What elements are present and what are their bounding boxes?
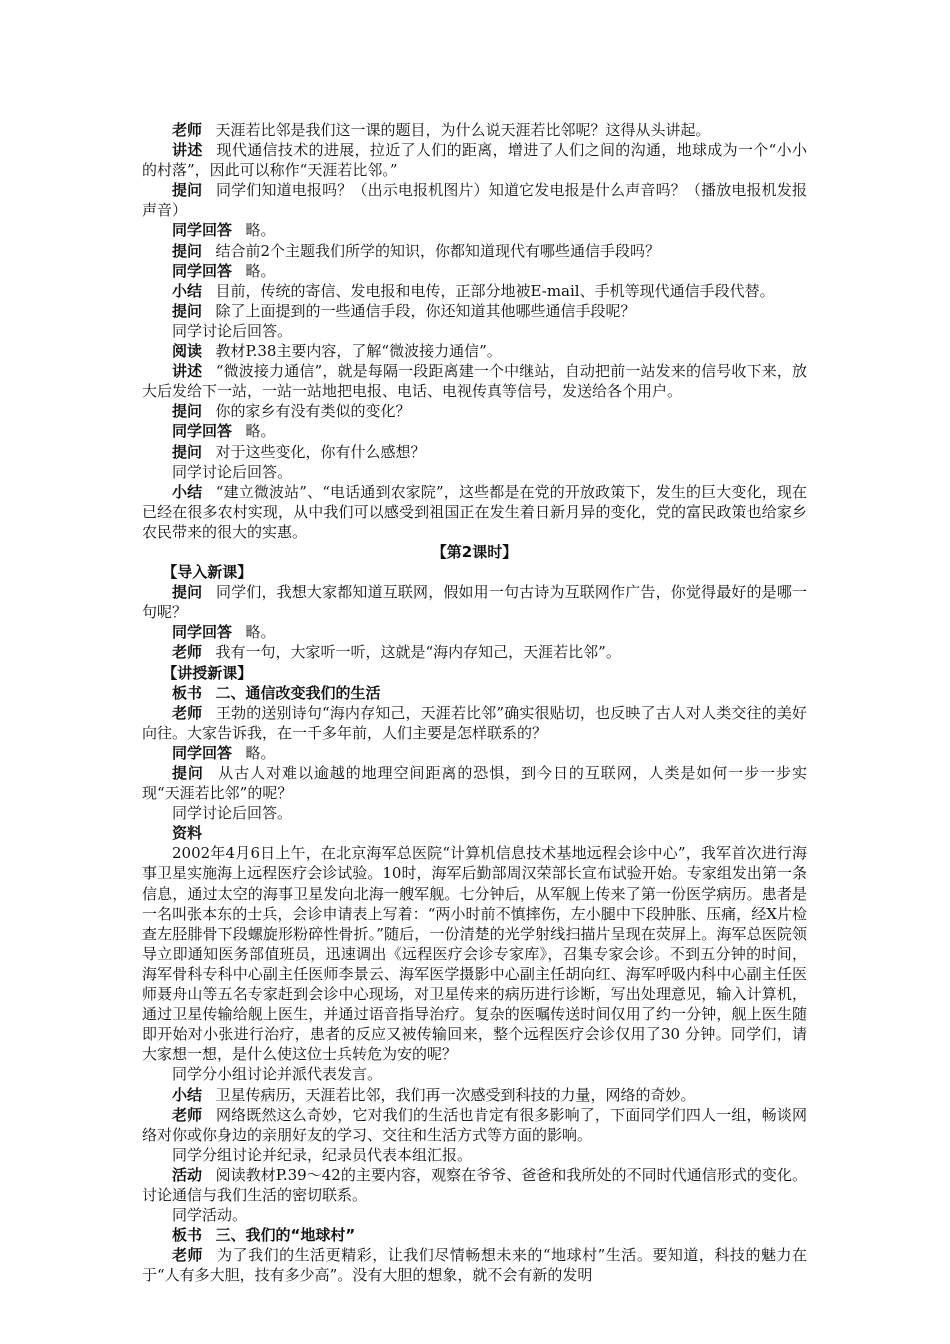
paragraph-text: 略。 <box>245 422 276 441</box>
paragraph-text: 同学活动。 <box>172 1206 248 1225</box>
paragraph-text: 略。 <box>245 743 276 762</box>
paragraph-text: 教材P.38主要内容，了解“微波接力通信”。 <box>215 342 502 361</box>
speaker-label: 讲述 <box>172 362 203 381</box>
paragraph-text: 同学讨论后回答。 <box>172 321 293 340</box>
paragraph-text: 同学们，我想大家都知道互联网，假如用一句古诗为互联网作广告，你觉得最好的是哪一句呢？ <box>142 583 807 622</box>
paragraph-text: “微波接力通信”，就是每隔一段距离建一个中继站，自动把前一站发来的信号收下来，放大后发给下一站，一站一站地把电报、电话、电视传真等信号，发送给各个用户。 <box>142 362 807 401</box>
intro-heading: 【导入新课】 <box>162 563 253 582</box>
lesson-1-section <box>142 120 807 542</box>
paragraph-text: 二、通信改变我们的生活 <box>215 683 381 702</box>
paragraph <box>142 281 807 301</box>
paragraph <box>142 1085 807 1105</box>
paragraph <box>142 462 807 482</box>
speaker-label: 板书 <box>172 1226 203 1245</box>
teach-section <box>142 683 807 1286</box>
speaker-label: 同学回答 <box>172 422 233 441</box>
paragraph-text: “建立微波站”、“电话通到农家院”，这些都是在党的开放政策下，发生的巨大变化，现在已经在很多农村实现，从中我们可以感受到祖国正在发生着日新月异的变化，党的富民政策也给家乡农民带来的很大的实惠。 <box>142 482 807 541</box>
speaker-label: 提问 <box>172 402 203 421</box>
paragraph <box>142 321 807 341</box>
paragraph-text: 王勃的送别诗句“海内存知己，天涯若比邻”确实很贴切，也反映了古人对人类交往的美好向往。大家告诉我，在一千多年前，人们主要是怎样联系的？ <box>142 703 807 742</box>
paragraph <box>142 140 807 180</box>
paragraph-text: 为了我们的生活更精彩，让我们尽情畅想未来的“地球村”生活。要知道，科技的魅力在于“人有多大胆，技有多少高”。没有大胆的想象，就不会有新的发明 <box>142 1246 807 1285</box>
lesson-2-heading: 【第2课时】 <box>431 542 518 561</box>
speaker-label: 提问 <box>172 764 204 782</box>
paragraph-text: 我有一句，大家听一听，这就是“海内存知己，天涯若比邻”。 <box>215 643 621 662</box>
paragraph-text: 同学分组讨论并纪录，纪录员代表本组汇报。 <box>172 1145 473 1164</box>
paragraph-text: 你的家乡有没有类似的变化？ <box>215 402 411 421</box>
paragraph <box>142 482 807 542</box>
paragraph <box>142 1064 807 1084</box>
speaker-label: 阅读 <box>172 342 203 361</box>
speaker-label: 资料 <box>172 824 203 843</box>
paragraph <box>142 1225 807 1245</box>
speaker-label: 老师 <box>172 1246 204 1265</box>
paragraph-text: 略。 <box>245 261 276 280</box>
paragraph <box>142 703 807 743</box>
speaker-label: 老师 <box>172 703 203 722</box>
paragraph <box>142 261 807 281</box>
paragraph <box>142 803 807 823</box>
paragraph <box>142 683 807 703</box>
speaker-label: 提问 <box>172 301 203 320</box>
paragraph-text: 网络既然这么奇妙，它对我们的生活也肯定有很多影响了，下面同学们四人一组，畅谈网络对你或你身边的亲朋好友的学习、交往和生活方式等方面的影响。 <box>142 1105 807 1144</box>
speaker-label: 板书 <box>172 683 203 702</box>
paragraph <box>142 361 807 401</box>
paragraph-text: 目前，传统的寄信、发电报和电传，正部分地被E-mail、手机等现代通信手段代替。 <box>215 281 775 300</box>
speaker-label: 同学回答 <box>172 261 233 280</box>
paragraph-text: 从古人对难以逾越的地理空间距离的恐惧，到今日的互联网，人类是如何一步一步实现“天涯若比邻”的呢？ <box>142 764 807 803</box>
paragraph-text: 结合前2个主题我们所学的知识，你都知道现代有哪些通信手段吗？ <box>215 241 661 260</box>
speaker-label: 同学回答 <box>172 221 233 240</box>
paragraph-text: 2002年4月6日上午，在北京海军总医院“计算机信息技术基地远程会诊中心”，我军首次进行海事卫星实施海上远程医疗会诊试验。10时，海军后勤部周汉荣部长宣布试验开始。专家组发出第一条信息，通过太空的海事卫星发向北海一艘军舰。七分钟后，从军舰上传来了第一份医学病历。患者是一名叫张本东的士兵，会诊申请表上写着：“两小时前不慎摔伤，左小腿中下段肿胀、压痛，经X片检查左胫腓骨下段螺旋形粉碎性骨折。”随后，一份清楚的光学射线扫描片呈现在荧屏上。海军总医院领导立即通知医务部值班员，迅速调出《远程医疗会诊专家库》，召集专家会诊。不到五分钟的时间，海军骨科专科中心副主任医师李景云、海军医学摄影中心副主任胡向红、海军呼吸内科中心副主任医师聂舟山等五名专家赶到会诊中心现场，对卫星传来的病历进行诊断，写出处理意见，输入计算机，通过卫星传输给舰上医生，并通过语音指导治疗。复杂的医嘱传送时间仅用了约一分钟，舰上医生随即开始对小张进行治疗，患者的反应又被传输回来，整个远程医疗会诊仅用了30 分钟。同学们，请大家想一想，是什么使这位士兵转危为安的呢？ <box>142 844 807 1064</box>
paragraph-text: 同学分小组讨论并派代表发言。 <box>172 1065 383 1084</box>
speaker-label: 小结 <box>172 482 203 501</box>
paragraph <box>142 241 807 261</box>
paragraph <box>142 642 807 662</box>
speaker-label: 小结 <box>172 1085 203 1104</box>
paragraph <box>142 763 807 803</box>
paragraph <box>142 743 807 763</box>
paragraph <box>142 401 807 421</box>
paragraph <box>142 823 807 843</box>
paragraph <box>142 442 807 462</box>
paragraph-text: 同学们知道电报吗？（出示电报机图片）知道它发电报是什么声音吗？（播放电报机发报声音） <box>142 181 807 220</box>
speaker-label: 活动 <box>172 1165 203 1184</box>
speaker-label: 讲述 <box>172 141 203 160</box>
speaker-label: 提问 <box>172 241 203 260</box>
paragraph <box>142 582 807 622</box>
speaker-label: 老师 <box>172 121 203 139</box>
paragraph-text: 同学讨论后回答。 <box>172 804 293 823</box>
paragraph <box>142 120 807 140</box>
speaker-label: 提问 <box>172 442 203 461</box>
paragraph <box>142 421 807 441</box>
teach-heading: 【讲授新课】 <box>162 663 253 682</box>
paragraph <box>142 220 807 240</box>
paragraph-text: 天涯若比邻是我们这一课的题目，为什么说天涯若比邻呢？这得从头讲起。 <box>215 121 711 139</box>
document-page <box>142 120 807 1285</box>
paragraph-text: 略。 <box>245 221 276 240</box>
paragraph <box>142 341 807 361</box>
paragraph-text: 同学讨论后回答。 <box>172 462 293 481</box>
paragraph <box>142 1245 807 1285</box>
paragraph-text: 现代通信技术的进展，拉近了人们的距离，增进了人们之间的沟通，地球成为一个“小小的村落”，因此可以称作“天涯若比邻。” <box>142 141 807 180</box>
paragraph <box>142 1205 807 1225</box>
paragraph-text: 除了上面提到的一些通信手段，你还知道其他哪些通信手段呢？ <box>215 301 636 320</box>
paragraph-text: 卫星传病历，天涯若比邻，我们再一次感受到科技的力量，网络的奇妙。 <box>215 1085 696 1104</box>
speaker-label: 同学回答 <box>172 623 233 642</box>
speaker-label: 提问 <box>172 583 203 602</box>
speaker-label: 老师 <box>172 643 203 662</box>
paragraph <box>142 843 807 1064</box>
speaker-label: 小结 <box>172 281 203 300</box>
paragraph-text: 略。 <box>245 623 276 642</box>
paragraph-text: 对于这些变化，你有什么感想？ <box>215 442 426 461</box>
paragraph <box>142 301 807 321</box>
speaker-label: 提问 <box>172 181 203 200</box>
intro-section <box>142 582 807 662</box>
paragraph <box>142 1145 807 1165</box>
paragraph <box>142 1165 807 1205</box>
speaker-label: 老师 <box>172 1105 203 1124</box>
paragraph-text: 三、我们的“地球村” <box>215 1226 356 1245</box>
paragraph <box>142 1105 807 1145</box>
speaker-label: 同学回答 <box>172 743 233 762</box>
paragraph-text: 阅读教材P.39～42的主要内容，观察在爷爷、爸爸和我所处的不同时代通信形式的变化。讨论通信与我们生活的密切联系。 <box>142 1165 807 1204</box>
paragraph <box>142 180 807 220</box>
paragraph <box>142 622 807 642</box>
